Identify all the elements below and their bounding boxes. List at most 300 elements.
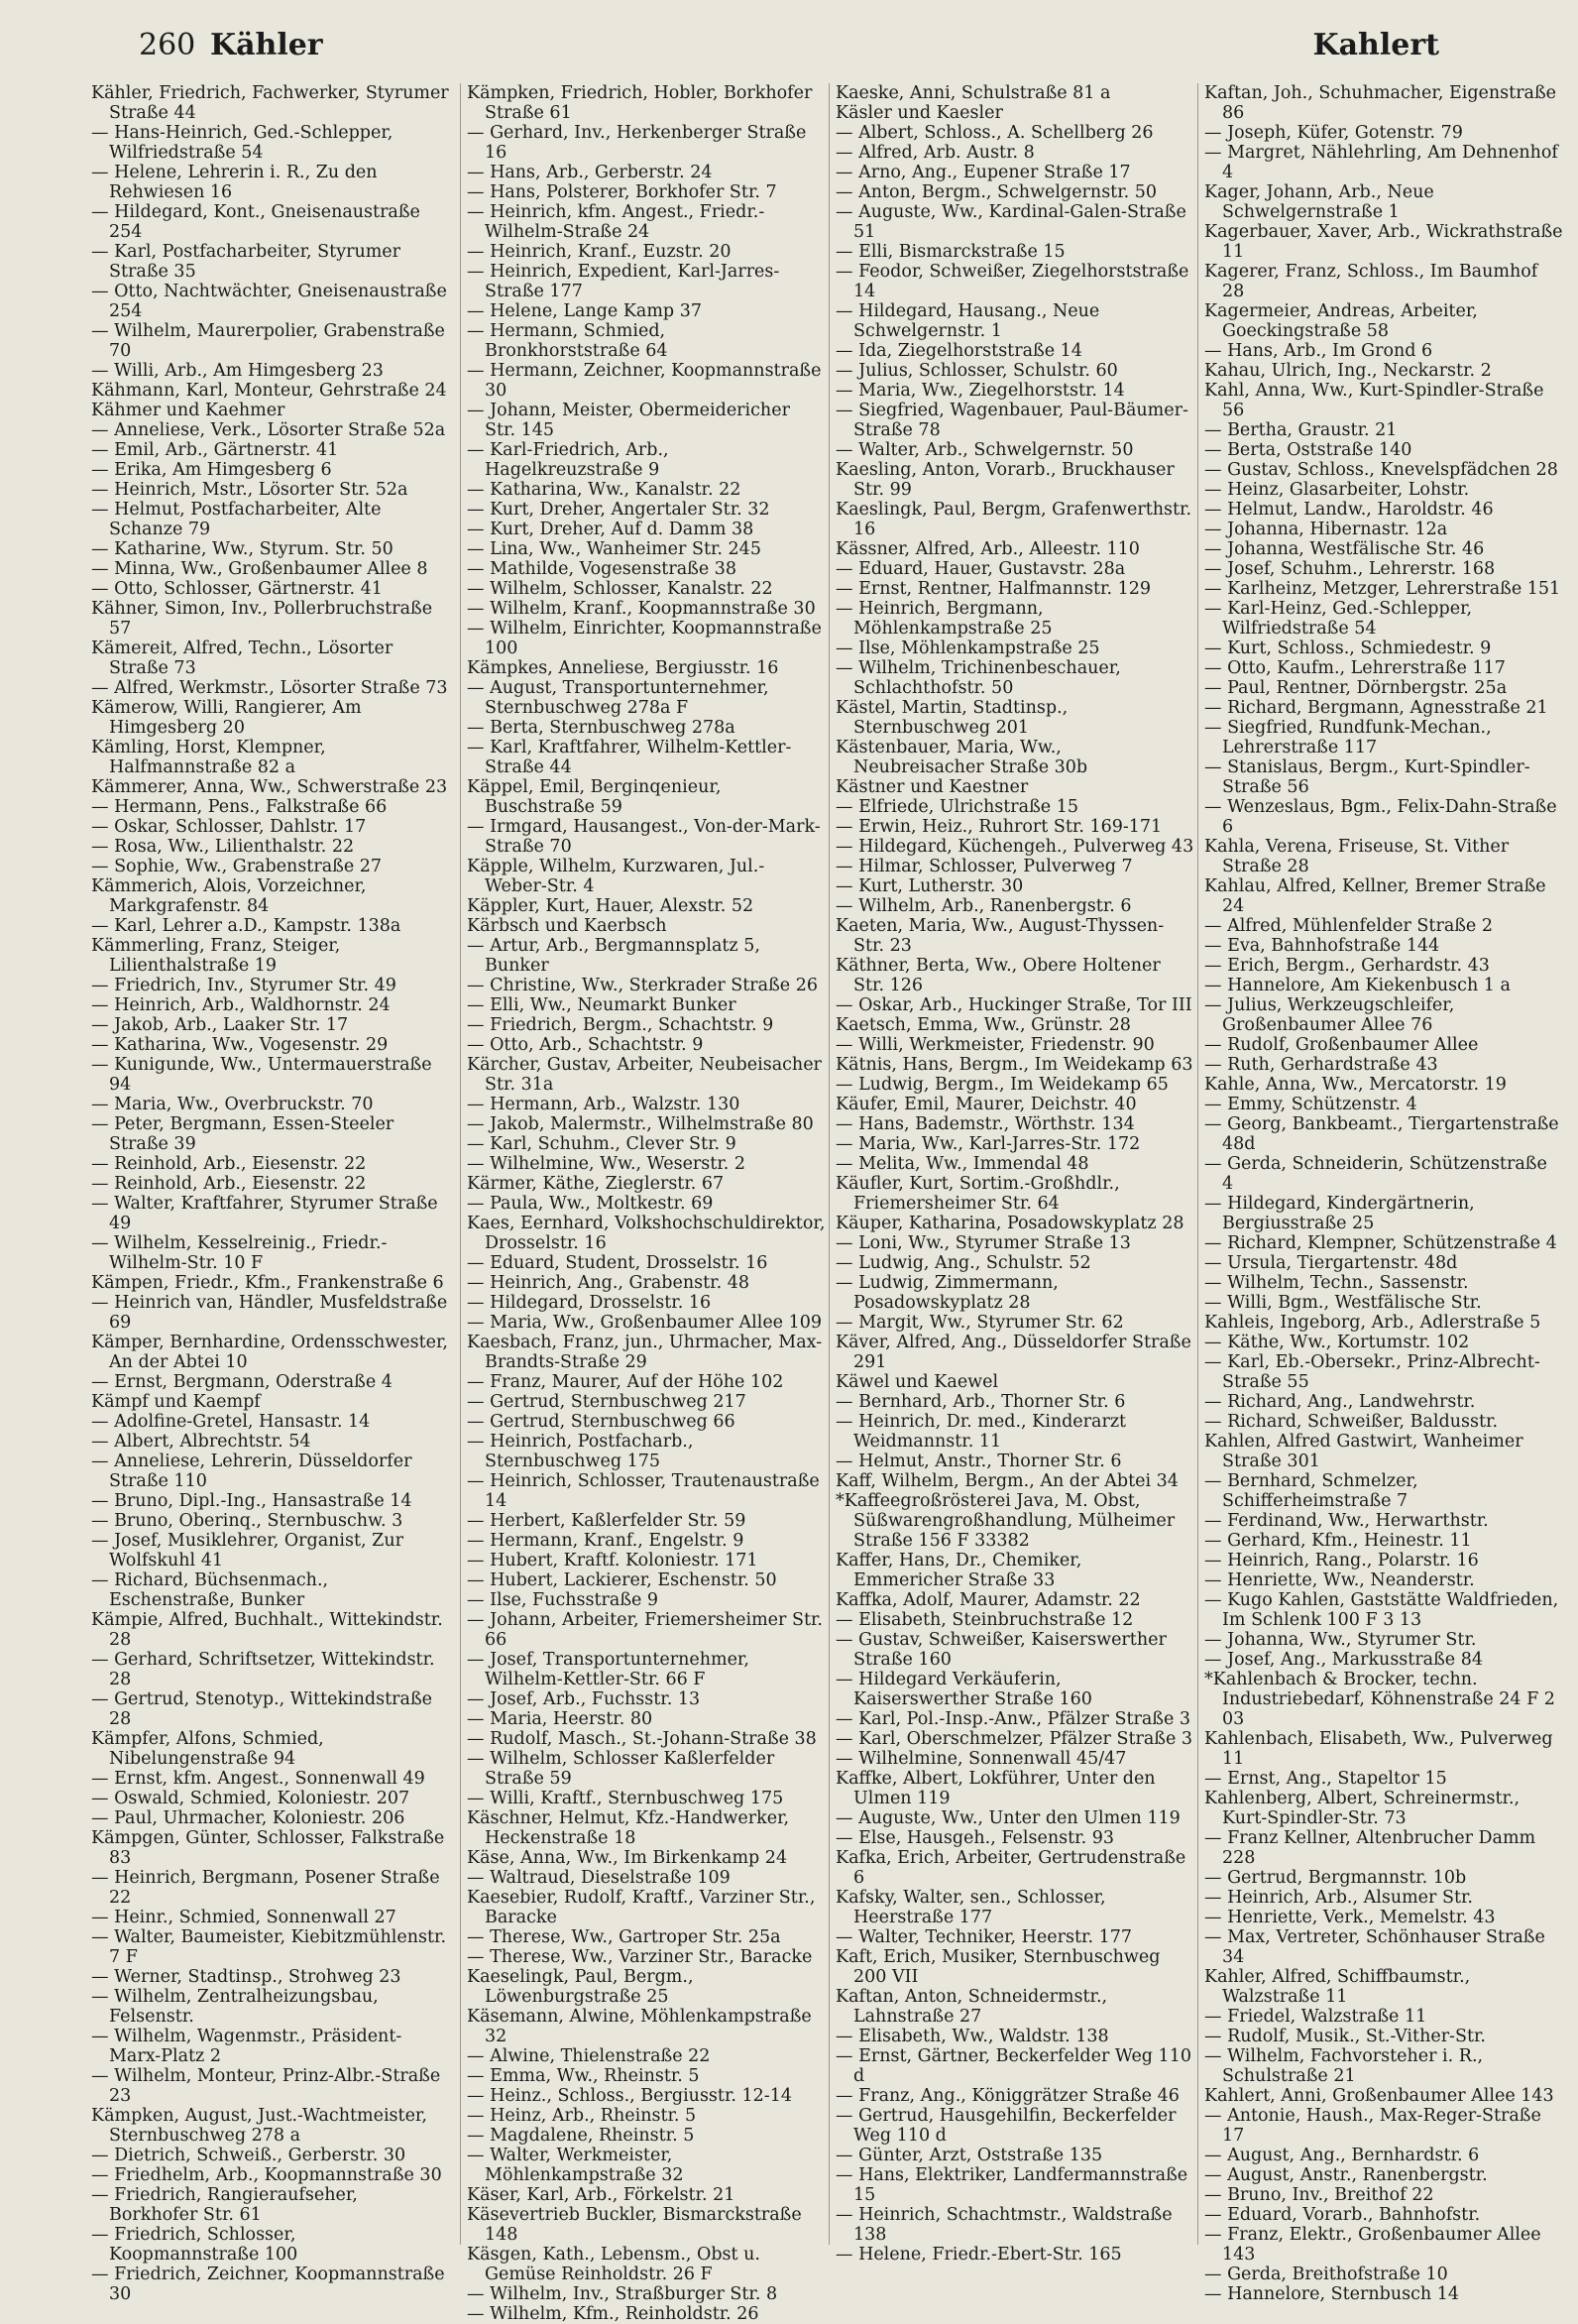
directory-entry: — Kurt, Lutherstr. 30 [836,876,1024,896]
directory-entry: — Waltraud, Dieselstraße 109 [467,1868,731,1888]
directory-entry: Kaft, Erich, Musiker, Sternbuschweg 200 VII [836,1947,1161,1987]
directory-entry: Käuper, Katharina, Posadowskyplatz 28 [836,1214,1184,1233]
directory-entry: Kahl, Anna, Ww., Kurt-Spindler-Straße 56 [1204,381,1544,420]
directory-entry: Kämmerer, Anna, Ww., Schwerstraße 23 [91,777,448,797]
column-1 [91,83,450,2304]
directory-entry: — Friedrich, Inv., Styrumer Str. 49 [91,976,396,995]
directory-entry: — Melita, Ww., Immendal 48 [836,1154,1089,1174]
directory-entry: Kärmer, Käthe, Zieglerstr. 67 [467,1174,725,1194]
directory-entry: — Gerhard, Kfm., Heinestr. 11 [1204,1531,1472,1551]
directory-columns [91,83,1563,2324]
directory-entry: — Alfred, Arb. Austr. 8 [836,143,1035,163]
directory-entry: — Otto, Nachtwächter, Gneisenaustraße 254 [91,282,447,321]
directory-entry: Käpple, Wilhelm, Kurzwaren, Jul.-Weber-Str. 4 [467,857,765,896]
directory-entry: Kahau, Ulrich, Ing., Neckarstr. 2 [1204,361,1492,381]
directory-entry: — Günter, Arzt, Oststraße 135 [836,2146,1103,2165]
directory-entry: Kaeselingk, Paul, Bergm., Löwenburgstraße 25 [467,1967,694,2007]
directory-entry: — Georg, Bankbeamt., Tiergartenstraße 48d [1204,1114,1559,1154]
directory-entry: — Heinrich, Bergmann, Posener Straße 22 [91,1868,440,1908]
directory-entry: — Heinrich van, Händler, Musfeldstraße 69 [91,1293,448,1333]
directory-entry: — Kurt, Schloss., Schmiedestr. 9 [1204,639,1492,658]
directory-entry: — Wilhelm, Monteur, Prinz-Albr.-Straße 23 [91,2066,441,2106]
directory-entry: Kämpken, Friedrich, Hobler, Borkhofer Straße 61 [467,83,813,123]
directory-entry: — Therese, Ww., Varziner Str., Baracke [467,1947,813,1967]
directory-entry: — Siegfried, Rundfunk-Mechan., Lehrerstraße 117 [1204,718,1492,757]
directory-entry: — Anton, Bergm., Schwelgernstr. 50 [836,182,1158,202]
directory-entry: — Bernhard, Arb., Thorner Str. 6 [836,1392,1126,1412]
directory-entry: — Adolfine-Gretel, Hansastr. 14 [91,1412,371,1432]
directory-entry: — Margret, Nählehrling, Am Dehnenhof 4 [1204,143,1558,182]
directory-entry: — Wilhelm, Kfm., Reinholdstr. 26 [467,2304,759,2324]
directory-entry: — August, Ang., Bernhardstr. 6 [1204,2146,1480,2165]
directory-entry: — Oskar, Schlosser, Dahlstr. 17 [91,817,367,837]
directory-entry: — Josef, Musiklehrer, Organist, Zur Wolfskuhl 41 [91,1531,403,1570]
directory-entry: — Hubert, Kraftf. Koloniestr. 171 [467,1551,758,1570]
directory-entry: — Heinrich, Expedient, Karl-Jarres-Straße 177 [467,262,780,301]
directory-entry: — Katharina, Ww., Kanalstr. 22 [467,480,741,500]
directory-entry: — Eva, Bahnhofstraße 144 [1204,936,1440,956]
directory-entry: — Wilhelm, Wagenmstr., Präsident-Marx-Platz 2 [91,2027,402,2066]
directory-entry: — Friedrich, Rangieraufseher, Borkhofer Str. 61 [91,2185,358,2225]
directory-entry: — Lina, Ww., Wanheimer Str. 245 [467,539,761,559]
directory-entry: — Hans, Bademstr., Wörthstr. 134 [836,1114,1135,1134]
directory-entry: — Gerhard, Inv., Herkenberger Straße 16 [467,123,807,163]
directory-entry: — Albert, Schloss., A. Schellberg 26 [836,123,1154,143]
directory-entry: — Paula, Ww., Moltkestr. 69 [467,1194,714,1214]
directory-entry: Käsler und Kaesler [836,103,1003,123]
directory-entry: Kähler, Friedrich, Fachwerker, Styrumer Straße 44 [91,83,449,123]
directory-entry: — Werner, Stadtinsp., Strohweg 23 [91,1967,401,1987]
directory-entry: — Wilhelm, Schlosser, Kanalstr. 22 [467,579,773,599]
directory-entry: — Josef, Arb., Fuchsstr. 13 [467,1689,701,1709]
column-4 [1197,83,1563,2304]
directory-entry: Kämpie, Alfred, Buchhalt., Wittekindstr. 28 [91,1610,443,1650]
directory-entry: — Max, Vertreter, Schönhauser Straße 34 [1204,1927,1545,1967]
directory-entry: — Christine, Ww., Sterkrader Straße 26 [467,976,818,995]
directory-entry: — Friedrich, Schlosser, Koopmannstraße 100 [91,2225,298,2265]
directory-entry: — Oswald, Schmied, Koloniestr. 207 [91,1789,410,1808]
directory-entry: — Gerda, Schneiderin, Schützenstraße 4 [1204,1154,1547,1194]
directory-entry: — Hildegard, Kont., Gneisenaustraße 254 [91,202,420,242]
directory-entry: — Helene, Friedr.-Ebert-Str. 165 [836,2245,1122,2265]
directory-entry: — Otto, Kaufm., Lehrerstraße 117 [1204,658,1506,678]
directory-entry: — Richard, Klempner, Schützenstraße 4 [1204,1233,1557,1253]
directory-entry: — Ernst, Rentner, Halfmannstr. 129 [836,579,1151,599]
page-number: 260 [139,28,196,62]
directory-entry: — Johanna, Hibernastr. 12a [1204,520,1448,539]
column-2 [460,83,826,2324]
directory-entry: — Gustav, Schweißer, Kaiserswerther Straße 160 [836,1630,1167,1670]
directory-entry: — Friedel, Walzstraße 11 [1204,2007,1427,2027]
directory-entry: — Karl, Kraftfahrer, Wilhelm-Kettler-Straße 44 [467,738,792,777]
directory-entry: — Wilhelmine, Ww., Weserstr. 2 [467,1154,746,1174]
directory-entry: Käse, Anna, Ww., Im Birkenkamp 24 [467,1848,788,1868]
header-keyword-right: Kahlert [1312,28,1439,62]
directory-entry: — Rudolf, Musik., St.-Vither-Str. [1204,2027,1486,2046]
directory-entry: — Maria, Ww., Ziegelhorststr. 14 [836,381,1125,401]
directory-entry: Kämereit, Alfred, Techn., Lösorter Straße 73 [91,639,394,678]
directory-entry: — Irmgard, Hausangest., Von-der-Mark-Straße 70 [467,817,821,857]
directory-entry: — Walter, Techniker, Heerstr. 177 [836,1927,1132,1947]
directory-entry: — Käthe, Ww., Kortumstr. 102 [1204,1333,1470,1352]
directory-entry: Kahlenbach, Elisabeth, Ww., Pulverweg 11 [1204,1729,1553,1769]
directory-entry: — Minna, Ww., Großenbaumer Allee 8 [91,559,428,579]
directory-entry: Kafka, Erich, Arbeiter, Gertrudenstraße 6 [836,1848,1186,1888]
directory-entry: — Wilhelm, Einrichter, Koopmannstraße 100 [467,619,822,658]
directory-entry: — Anneliese, Verk., Lösorter Straße 52a [91,420,446,440]
directory-entry: — Henriette, Ww., Neanderstr. [1204,1570,1475,1590]
directory-entry: — Karl-Friedrich, Arb., Hagelkreuzstraße 9 [467,440,669,480]
directory-entry: Kaffka, Adolf, Maurer, Adamstr. 22 [836,1590,1141,1610]
directory-entry: — Hermann, Zeichner, Koopmannstraße 30 [467,361,822,401]
directory-entry: — Auguste, Ww., Unter den Ulmen 119 [836,1808,1181,1828]
directory-entry: Kaftan, Joh., Schuhmacher, Eigenstraße 86 [1204,83,1557,123]
directory-entry: — Heinz., Schloss., Bergiusstr. 12-14 [467,2086,792,2106]
directory-entry: — Walter, Baumeister, Kiebitzmühlenstr. 7 F [91,1927,447,1967]
directory-entry: — Ernst, Bergmann, Oderstraße 4 [91,1372,393,1392]
directory-entry: — Karl, Lehrer a.D., Kampstr. 138a [91,916,401,936]
directory-entry: Käppel, Emil, Berginqenieur, Buschstraße 59 [467,777,722,817]
directory-entry: — Otto, Schlosser, Gärtnerstr. 41 [91,579,383,599]
directory-entry: — Helmut, Anstr., Thorner Str. 6 [836,1452,1122,1471]
directory-entry: — Hildegard Verkäuferin, Kaiserswerther Straße 160 [836,1670,1092,1709]
directory-entry: — Heinrich, Rang., Polarstr. 16 [1204,1551,1479,1570]
directory-entry: — Wilhelm, Inv., Straßburger Str. 8 [467,2284,778,2304]
directory-entry: — Willi, Bgm., Westfälische Str. [1204,1293,1482,1313]
directory-entry: — Heinrich, Kranf., Euzstr. 20 [467,242,732,262]
directory-entry: — Josef, Schuhm., Lehrerstr. 168 [1204,559,1496,579]
directory-entry: — Gertrud, Stenotyp., Wittekindstraße 28 [91,1689,432,1729]
directory-entry: Käver, Alfred, Ang., Düsseldorfer Straße 291 [836,1333,1191,1372]
directory-entry: — Wilhelmine, Sonnenwall 45/47 [836,1749,1127,1769]
directory-entry: — Ludwig, Bergm., Im Weidekamp 65 [836,1075,1169,1095]
directory-entry: — Walter, Werkmeister, Möhlenkampstraße 32 [467,2146,684,2185]
directory-entry: — Heinrich, Bergmann, Möhlenkampstraße 25 [836,599,1053,639]
directory-entry: — Hans-Heinrich, Ged.-Schlepper, Wilfriedstraße 54 [91,123,394,163]
directory-entry: — Dietrich, Schweiß., Gerberstr. 30 [91,2146,406,2165]
directory-entry: Käthner, Berta, Ww., Obere Holtener Str. 126 [836,956,1161,995]
directory-entry: Käwel und Kaewel [836,1372,999,1392]
directory-entry: — Heinr., Schmied, Sonnenwall 27 [91,1908,396,1927]
directory-entry: — Hilmar, Schlosser, Pulverweg 7 [836,857,1133,876]
directory-entry: Kähmer und Kaehmer [91,401,285,420]
directory-entry: — Eduard, Student, Drosselstr. 16 [467,1253,768,1273]
directory-entry: — Maria, Heerstr. 80 [467,1709,653,1729]
directory-entry: — Karl, Pol.-Insp.-Anw., Pfälzer Straße 3 [836,1709,1191,1729]
directory-entry: — Sophie, Ww., Grabenstraße 27 [91,857,383,876]
directory-entry: Kämpken, August, Just.-Wachtmeister, Sternbuschweg 278 a [91,2106,427,2146]
directory-entry: — Wilhelm, Techn., Sassenstr. [1204,1273,1469,1293]
directory-entry: — Paul, Uhrmacher, Koloniestr. 206 [91,1808,405,1828]
directory-entry: — Albert, Albrechtstr. 54 [91,1432,311,1452]
directory-entry: — Julius, Werkzeugschleifer, Großenbaumer Allee 76 [1204,995,1455,1035]
directory-entry: — Wilhelm, Kesselreinig., Friedr.-Wilhelm-Str. 10 F [91,1233,388,1273]
directory-entry: Kahleis, Ingeborg, Arb., Adlerstraße 5 [1204,1313,1541,1333]
directory-entry: Kahle, Anna, Ww., Mercatorstr. 19 [1204,1075,1507,1095]
directory-entry: — Hannelore, Am Kiekenbusch 1 a [1204,976,1511,995]
directory-entry: — Helene, Lange Kamp 37 [467,301,702,321]
directory-entry: — Hildegard, Kindergärtnerin, Bergiusstraße 25 [1204,1194,1475,1233]
directory-entry: — Auguste, Ww., Kardinal-Galen-Straße 51 [836,202,1186,242]
directory-entry: — Gertrud, Hausgehilfin, Beckerfelder Weg 110 d [836,2106,1177,2146]
directory-entry: Kärbsch und Kaerbsch [467,916,667,936]
directory-entry: — Kugo Kahlen, Gaststätte Waldfrieden, Im Schlenk 100 F 3 13 [1204,1590,1559,1630]
directory-entry: Käsemann, Alwine, Möhlenkampstraße 32 [467,2007,812,2046]
directory-entry: Kätnis, Hans, Bergm., Im Weidekamp 63 [836,1055,1193,1075]
directory-entry: — Hans, Elektriker, Landfermannstraße 15 [836,2165,1188,2205]
directory-entry: — Bernhard, Schmelzer, Schifferheimstraße 7 [1204,1471,1418,1511]
directory-entry: Kämerow, Willi, Rangierer, Am Himgesberg 20 [91,698,362,738]
directory-entry: — Walter, Arb., Schwelgernstr. 50 [836,440,1134,460]
directory-entry: — Ernst, Gärtner, Beckerfelder Weg 110 d [836,2046,1191,2086]
directory-entry: Kästenbauer, Maria, Ww., Neubreisacher Straße 30b [836,738,1088,777]
directory-entry: Kämling, Horst, Klempner, Halfmannstraße 82 a [91,738,326,777]
directory-entry: — Herbert, Kaßlerfelder Str. 59 [467,1511,746,1531]
directory-entry: — Heinrich, Ang., Grabenstr. 48 [467,1273,749,1293]
directory-entry: — Richard, Bergmann, Agnesstraße 21 [1204,698,1548,718]
directory-entry: — Katharina, Ww., Vogesenstr. 29 [91,1035,389,1055]
directory-entry: — Heinrich, Schlosser, Trautenaustraße 14 [467,1471,820,1511]
directory-entry: — Heinrich, Dr. med., Kinderarzt Weidmannstr. 11 [836,1412,1127,1452]
directory-entry: Kämpen, Friedr., Kfm., Frankenstraße 6 [91,1273,444,1293]
directory-entry: — Johann, Meister, Obermeidericher Str. 145 [467,401,790,440]
directory-entry: Kaff, Wilhelm, Bergm., An der Abtei 34 [836,1471,1179,1491]
directory-entry: — Ernst, Ang., Stapeltor 15 [1204,1769,1447,1789]
directory-entry: — Wilhelm, Kranf., Koopmannstraße 30 [467,599,816,619]
directory-entry: — Arno, Ang., Eupener Straße 17 [836,163,1131,182]
directory-entry: — Kunigunde, Ww., Untermauerstraße 94 [91,1055,432,1095]
header-keyword-left: Kähler [210,28,323,62]
directory-entry: — Katharine, Ww., Styrum. Str. 50 [91,539,394,559]
directory-entry: — Siegfried, Wagenbauer, Paul-Bäumer-Straße 78 [836,401,1188,440]
directory-entry: Kaeten, Maria, Ww., August-Thyssen-Str. 23 [836,916,1165,956]
directory-entry: — Hildegard, Drosselstr. 16 [467,1293,712,1313]
directory-entry: — August, Anstr., Ranenbergstr. [1204,2165,1488,2185]
directory-entry: Kaesbach, Franz, jun., Uhrmacher, Max-Brandts-Straße 29 [467,1333,823,1372]
directory-entry: — Artur, Arb., Bergmannsplatz 5, Bunker [467,936,760,976]
directory-entry: — Karl-Heinz, Ged.-Schlepper, Wilfriedstraße 54 [1204,599,1473,639]
directory-entry: Kämpfer, Alfons, Schmied, Nibelungenstraße 94 [91,1729,324,1769]
directory-entry: — Stanislaus, Bergm., Kurt-Spindler-Straße 56 [1204,757,1530,797]
directory-entry: — Gertrud, Bergmannstr. 10b [1204,1868,1467,1888]
directory-entry: — Emil, Arb., Gärtnerstr. 41 [91,440,339,460]
directory-entry: — Feodor, Schweißer, Ziegelhorststraße 14 [836,262,1189,301]
directory-entry: — Hubert, Lackierer, Eschenstr. 50 [467,1570,777,1590]
directory-entry: — Heinrich, Postfacharb., Sternbuschweg 175 [467,1432,694,1471]
directory-entry: Kähner, Simon, Inv., Pollerbruchstraße 57 [91,599,433,639]
directory-entry: — Helmut, Landw., Haroldstr. 46 [1204,500,1494,520]
directory-entry: — Heinrich, kfm. Angest., Friedr.-Wilhelm-Straße 24 [467,202,765,242]
directory-entry: — Erika, Am Himgesberg 6 [91,460,332,480]
directory-entry: — Hermann, Arb., Walzstr. 130 [467,1095,740,1114]
directory-entry: — Elisabeth, Ww., Waldstr. 138 [836,2027,1109,2046]
directory-entry: — Ursula, Tiergartenstr. 48d [1204,1253,1458,1273]
directory-entry: Käsevertrieb Buckler, Bismarckstraße 148 [467,2205,802,2245]
directory-entry: Kämpf und Kaempf [91,1392,261,1412]
directory-entry: — Karlheinz, Metzger, Lehrerstraße 151 [1204,579,1561,599]
directory-entry: — Wilhelm, Schlosser Kaßlerfelder Straße 59 [467,1749,775,1789]
directory-entry: — Reinhold, Arb., Eiesenstr. 22 [91,1174,367,1194]
directory-entry: — Anneliese, Lehrerin, Düsseldorfer Straße 110 [91,1452,412,1491]
directory-entry: — August, Transportunternehmer, Sternbuschweg 278a F [467,678,769,718]
directory-entry: Kämper, Bernhardine, Ordensschwester, An der Abtei 10 [91,1333,448,1372]
directory-entry: — Franz, Maurer, Auf der Höhe 102 [467,1372,784,1392]
directory-entry: Kager, Johann, Arb., Neue Schwelgernstraße 1 [1204,182,1434,222]
directory-entry: Käufer, Emil, Maurer, Deichstr. 40 [836,1095,1137,1114]
directory-entry: — Bertha, Graustr. 21 [1204,420,1398,440]
directory-entry: Kahla, Verena, Friseuse, St. Vither Straße 28 [1204,837,1510,876]
directory-entry: Kärcher, Gustav, Arbeiter, Neubeisacher Str. 31a [467,1055,822,1095]
directory-entry: — Heinrich, Mstr., Lösorter Str. 52a [91,480,408,500]
directory-entry: — Friedrich, Zeichner, Koopmannstraße 30 [91,2265,445,2304]
directory-entry: — Wenzeslaus, Bgm., Felix-Dahn-Straße 6 [1204,797,1557,837]
directory-entry: — Berta, Sternbuschweg 278a [467,718,735,738]
directory-entry: — Elisabeth, Steinbruchstraße 12 [836,1610,1134,1630]
directory-entry: — Wilhelm, Zentralheizungsbau, Felsenstr. [91,1987,379,2027]
directory-entry: Kaftan, Anton, Schneidermstr., Lahnstraße 27 [836,1987,1108,2027]
directory-entry: Kämpkes, Anneliese, Bergiusstr. 16 [467,658,779,678]
directory-entry: — Emma, Ww., Rheinstr. 5 [467,2066,700,2086]
directory-entry: — Alfred, Mühlenfelder Straße 2 [1204,916,1493,936]
directory-entry: — Elli, Ww., Neumarkt Bunker [467,995,736,1015]
directory-entry: — Eduard, Vorarb., Bahnhofstr. [1204,2205,1481,2225]
directory-entry: — Karl, Oberschmelzer, Pfälzer Straße 3 [836,1729,1193,1749]
directory-entry: — Hermann, Schmied, Bronkhorststraße 64 [467,321,668,361]
directory-entry: — Willi, Kraftf., Sternbuschweg 175 [467,1789,784,1808]
directory-entry: — Karl, Postfacharbeiter, Styrumer Straße 35 [91,242,401,282]
directory-entry: — Ida, Ziegelhorststraße 14 [836,341,1082,361]
directory-entry: — Jakob, Arb., Laaker Str. 17 [91,1015,349,1035]
directory-entry: — Kurt, Dreher, Auf d. Damm 38 [467,520,754,539]
directory-entry: — Helene, Lehrerin i. R., Zu den Rehwiesen 16 [91,163,378,202]
directory-entry: — Paul, Rentner, Dörnbergstr. 25a [1204,678,1508,698]
column-3 [829,83,1194,2265]
directory-entry: — Magdalene, Rheinstr. 5 [467,2126,695,2146]
directory-entry: Kagerer, Franz, Schloss., Im Baumhof 28 [1204,262,1538,301]
directory-entry: — Ferdinand, Ww., Herwarthstr. [1204,1511,1489,1531]
directory-entry: Käser, Karl, Arb., Förkelstr. 21 [467,2185,735,2205]
directory-entry: Kämpgen, Günter, Schlosser, Falkstraße 83 [91,1828,445,1868]
directory-entry: Kaetsch, Emma, Ww., Grünstr. 28 [836,1015,1131,1035]
directory-entry: — Oskar, Arb., Huckinger Straße, Tor III [836,995,1192,1015]
directory-entry: Käsgen, Kath., Lebensm., Obst u. Gemüse Reinholdstr. 26 F [467,2245,760,2284]
directory-entry: Kaeslingk, Paul, Bergm, Grafenwerthstr. 16 [836,500,1192,539]
directory-entry: — Ludwig, Ang., Schulstr. 52 [836,1253,1091,1273]
directory-entry: Kaeske, Anni, Schulstraße 81 a [836,83,1111,103]
directory-entry: — Josef, Ang., Markusstraße 84 [1204,1650,1483,1670]
directory-entry: Kahlenberg, Albert, Schreinermstr., Kurt-Spindler-Str. 73 [1204,1789,1521,1828]
directory-entry: — Emmy, Schützenstr. 4 [1204,1095,1417,1114]
directory-entry: Kämmerling, Franz, Steiger, Lilienthalstraße 19 [91,936,341,976]
directory-entry: — Julius, Schlosser, Schulstr. 60 [836,361,1118,381]
directory-entry: — Wilhelm, Trichinenbeschauer, Schlachthofstr. 50 [836,658,1121,698]
directory-entry: — Richard, Schweißer, Baldusstr. [1204,1412,1499,1432]
directory-entry: — Richard, Ang., Landwehrstr. [1204,1392,1476,1412]
directory-entry: Kästel, Martin, Stadtinsp., Sternbuschweg 201 [836,698,1069,738]
directory-entry: — Heinrich, Schachtmstr., Waldstraße 138 [836,2205,1173,2245]
directory-entry: — Hannelore, Sternbusch 14 [1204,2284,1460,2304]
directory-entry: — Richard, Büchsenmach., Eschenstraße, Bunker [91,1570,329,1610]
directory-entry: — Erwin, Heiz., Ruhrort Str. 169-171 [836,817,1163,837]
directory-entry: — Rudolf, Großenbaumer Allee [1204,1035,1479,1055]
directory-entry: — Hans, Arb., Im Grond 6 [1204,341,1433,361]
directory-entry: — Mathilde, Vogesenstraße 38 [467,559,737,579]
directory-entry: — Hildegard, Hausang., Neue Schwelgernstr. 1 [836,301,1100,341]
directory-entry: — Eduard, Hauer, Gustavstr. 28a [836,559,1126,579]
directory-entry: Kagerbauer, Xaver, Arb., Wickrathstraße 11 [1204,222,1563,262]
directory-entry: — Ilse, Möhlenkampstraße 25 [836,639,1100,658]
directory-entry: — Johanna, Ww., Styrumer Str. [1204,1630,1477,1650]
directory-entry: Kafsky, Walter, sen., Schlosser, Heerstraße 177 [836,1888,1106,1927]
directory-entry: — Franz, Ang., Königgrätzer Straße 46 [836,2086,1180,2106]
directory-entry: — Ludwig, Zimmermann, Posadowskyplatz 28 [836,1273,1059,1313]
directory-entry: — Gertrud, Sternbuschweg 66 [467,1412,735,1432]
directory-entry: Kaes, Eernhard, Volkshochschuldirektor, Drosselstr. 16 [467,1214,826,1253]
directory-entry: — Karl, Schuhm., Clever Str. 9 [467,1134,736,1154]
directory-entry: Kaesebier, Rudolf, Kraftf., Varziner Str., Baracke [467,1888,816,1927]
directory-entry: — Wilhelm, Fachvorsteher i. R., Schulstraße 21 [1204,2046,1484,2086]
directory-entry: — Josef, Transportunternehmer, Wilhelm-Kettler-Str. 66 F [467,1650,749,1689]
directory-entry: — Willi, Arb., Am Himgesberg 23 [91,361,384,381]
directory-entry: — Berta, Oststraße 140 [1204,440,1412,460]
directory-entry: — Wilhelm, Arb., Ranenbergstr. 6 [836,896,1132,916]
directory-entry: — Hans, Arb., Gerberstr. 24 [467,163,713,182]
directory-entry: — Ruth, Gerhardstraße 43 [1204,1055,1438,1075]
directory-entry: — Friedrich, Bergm., Schachtstr. 9 [467,1015,774,1035]
directory-entry: Kagermeier, Andreas, Arbeiter, Goeckingstraße 58 [1204,301,1478,341]
directory-entry: — Bruno, Dipl.-Ing., Hansastraße 14 [91,1491,412,1511]
directory-entry: — Johann, Arbeiter, Friemersheimer Str. 66 [467,1610,823,1650]
directory-entry: — Franz Kellner, Altenbrucher Damm 228 [1204,1828,1536,1868]
directory-entry: — Maria, Ww., Karl-Jarres-Str. 172 [836,1134,1141,1154]
directory-entry: — Bruno, Inv., Breithof 22 [1204,2185,1434,2205]
directory-entry: — Gertrud, Sternbuschweg 217 [467,1392,746,1412]
directory-entry: — Bruno, Oberinq., Sternbuschw. 3 [91,1511,403,1531]
directory-entry: — Margit, Ww., Styrumer Str. 62 [836,1313,1124,1333]
directory-entry: — Therese, Ww., Gartroper Str. 25a [467,1927,781,1947]
directory-entry: — Antonie, Haush., Max-Reger-Straße 17 [1204,2106,1541,2146]
directory-entry: — Heinz, Glasarbeiter, Lohstr. [1204,480,1470,500]
directory-entry: Käppler, Kurt, Hauer, Alexstr. 52 [467,896,754,916]
directory-entry: Käschner, Helmut, Kfz.-Handwerker, Heckenstraße 18 [467,1808,790,1848]
directory-entry: — Alfred, Werkmstr., Lösorter Straße 73 [91,678,448,698]
directory-entry: — Walter, Kraftfahrer, Styrumer Straße 49 [91,1194,438,1233]
directory-entry: — Maria, Ww., Großenbaumer Allee 109 [467,1313,823,1333]
directory-entry: — Gustav, Schloss., Knevelspfädchen 28 [1204,460,1558,480]
directory-entry: — Heinrich, Arb., Alsumer Str. [1204,1888,1473,1908]
directory-entry: — Gerhard, Schriftsetzer, Wittekindstr. 28 [91,1650,435,1689]
directory-entry: — Hildegard, Küchengeh., Pulverweg 43 [836,837,1194,857]
directory-entry: — Maria, Ww., Overbruckstr. 70 [91,1095,374,1114]
directory-entry: — Ilse, Fuchsstraße 9 [467,1590,659,1610]
directory-entry: — Ernst, kfm. Angest., Sonnenwall 49 [91,1769,425,1789]
directory-entry: Kahlau, Alfred, Kellner, Bremer Straße 24 [1204,876,1546,916]
directory-entry: — Elli, Bismarckstraße 15 [836,242,1066,262]
directory-entry: — Rudolf, Masch., St.-Johann-Straße 38 [467,1729,817,1749]
directory-entry: — Erich, Bergm., Gerhardstr. 43 [1204,956,1490,976]
directory-entry: — Elfriede, Ulrichstraße 15 [836,797,1078,817]
directory-entry: — Helmut, Postfacharbeiter, Alte Schanze 79 [91,500,382,539]
directory-entry: Käufler, Kurt, Sortim.-Großhdlr., Friemersheimer Str. 64 [836,1174,1120,1214]
directory-entry: — Wilhelm, Maurerpolier, Grabenstraße 70 [91,321,445,361]
directory-entry: — Gerda, Breithofstraße 10 [1204,2265,1448,2284]
directory-entry: Kämmerich, Alois, Vorzeichner, Markgrafenstr. 84 [91,876,367,916]
directory-entry: — Johanna, Westfälische Str. 46 [1204,539,1485,559]
directory-entry: — Heinz, Arb., Rheinstr. 5 [467,2106,697,2126]
directory-entry: — Else, Hausgeh., Felsenstr. 93 [836,1828,1114,1848]
directory-entry: — Friedhelm, Arb., Koopmannstraße 30 [91,2165,442,2185]
directory-entry: Kaffer, Hans, Dr., Chemiker, Emmericher Straße 33 [836,1551,1082,1590]
